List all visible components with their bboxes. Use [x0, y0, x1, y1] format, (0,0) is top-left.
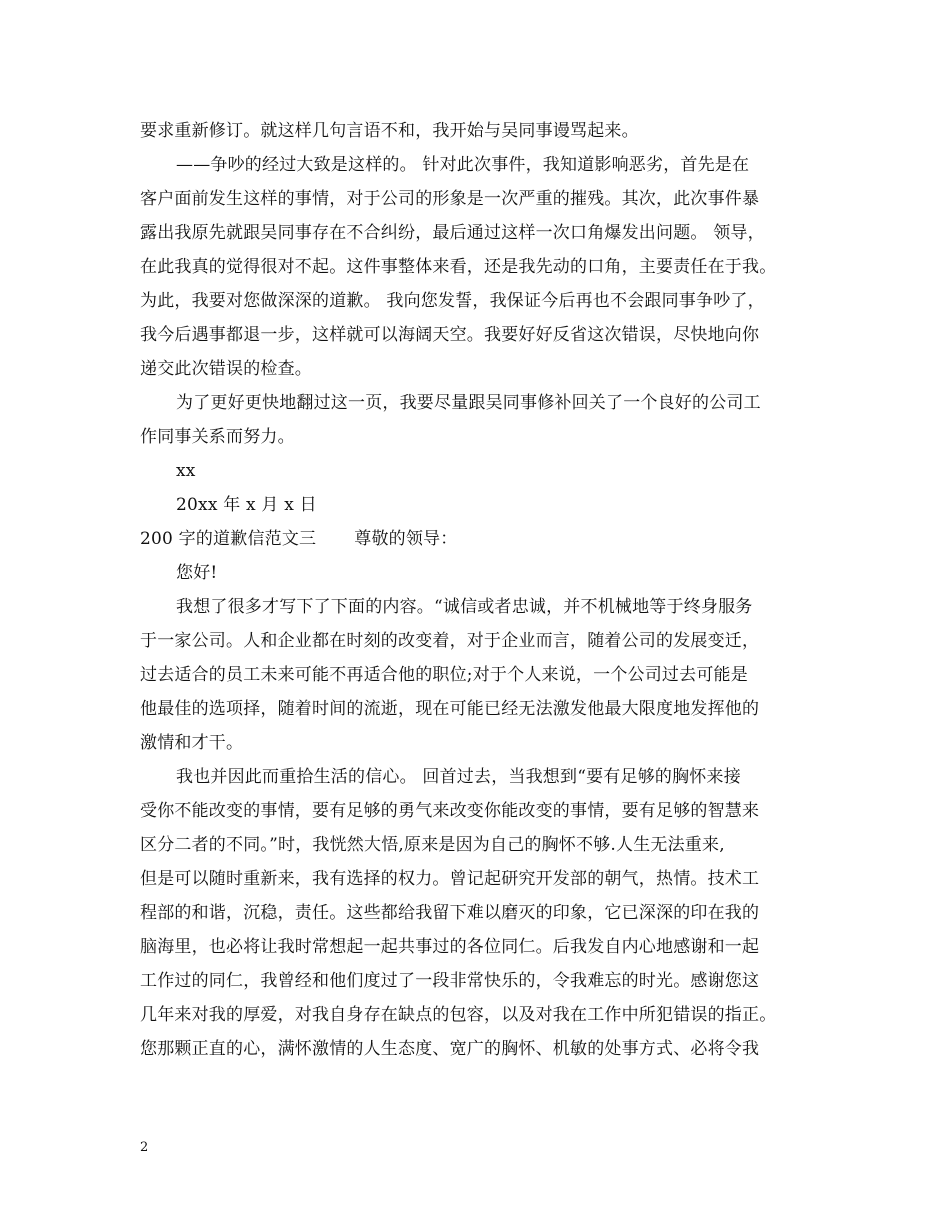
text-line: 在此我真的觉得很对不起。这件事整体来看，还是我先动的口角，主要责任在于我。 [140, 257, 777, 277]
text-line: 区分二者的不同。”时，我恍然大悟,原来是因为自己的胸怀不够.人生无法重来, [140, 835, 725, 855]
text-line: 客户面前发生这样的事情，对于公司的形象是一次严重的摧残。其次，此次事件暴 [140, 189, 760, 209]
text-line: 激情和才干。 [140, 733, 244, 753]
salutation: 尊敬的领导： [354, 529, 458, 549]
greeting: 您好! [176, 563, 218, 583]
text-line: 为了更好更快地翻过这一页，我要尽量跟吴同事修补回关了一个良好的公司工 [176, 393, 761, 413]
section-title: 200 字的道歉信范文三 [140, 529, 317, 549]
text-line: 程部的和谐，沉稳，责任。这些都给我留下难以磨灭的印象，它已深深的印在我的 [140, 903, 760, 923]
text-line: 您那颗正直的心，满怀激情的人生态度、宽广的胸怀、机敏的处事方式、必将令我 [140, 1039, 760, 1059]
page-number: 2 [140, 1140, 149, 1155]
signature-date: 20xx 年 x 月 x 日 [176, 495, 317, 515]
text-line: 过去适合的员工未来可能不再适合他的职位;对于个人来说，一个公司过去可能是 [140, 665, 748, 685]
text-line: 露出我原先就跟吴同事存在不合纠纷，最后通过这样一次口角爆发出问题。 领导， [140, 223, 765, 243]
text-line: 我今后遇事都退一步，这样就可以海阔天空。我要好好反省这次错误，尽快地向你 [140, 325, 760, 345]
text-line: 我想了很多才写下了下面的内容。“诚信或者忠诚，并不机械地等于终身服务 [176, 597, 753, 617]
text-line: ——争吵的经过大致是这样的。 针对此次事件，我知道影响恶劣，首先是在 [176, 155, 750, 175]
text-line: 作同事关系而努力。 [140, 427, 295, 447]
text-line: 几年来对我的厚爱，对我自身存在缺点的包容，以及对我在工作中所犯错误的指正。 [140, 1005, 777, 1025]
text-line: 我也并因此而重拾生活的信心。 回首过去，当我想到“要有足够的胸怀来接 [176, 767, 741, 787]
text-line: 脑海里，也必将让我时常想起一起共事过的各位同仁。后我发自内心地感谢和一起 [140, 937, 760, 957]
text-line: 要求重新修订。就这样几句言语不和，我开始与吴同事谩骂起来。 [140, 121, 639, 141]
text-line: 但是可以随时重新来，我有选择的权力。曾记起研究开发部的朝气，热情。技术工 [140, 869, 760, 889]
text-line: 于一家公司。人和企业都在时刻的改变着，对于企业而言，随着公司的发展变迁， [140, 631, 760, 651]
signature-name: xx [176, 461, 196, 481]
section-heading-line [140, 529, 457, 549]
text-line: 工作过的同仁，我曾经和他们度过了一段非常快乐的，令我难忘的时光。感谢您这 [140, 971, 760, 991]
text-line: 递交此次错误的检查。 [140, 359, 312, 379]
text-line: 为此，我要对您做深深的道歉。 我向您发誓，我保证今后再也不会跟同事争吵了， [140, 291, 765, 311]
text-line: 受你不能改变的事情，要有足够的勇气来改变你能改变的事情，要有足够的智慧来 [140, 801, 760, 821]
text-line: 他最佳的选项择，随着时间的流逝，现在可能已经无法激发他最大限度地发挥他的 [140, 699, 760, 719]
